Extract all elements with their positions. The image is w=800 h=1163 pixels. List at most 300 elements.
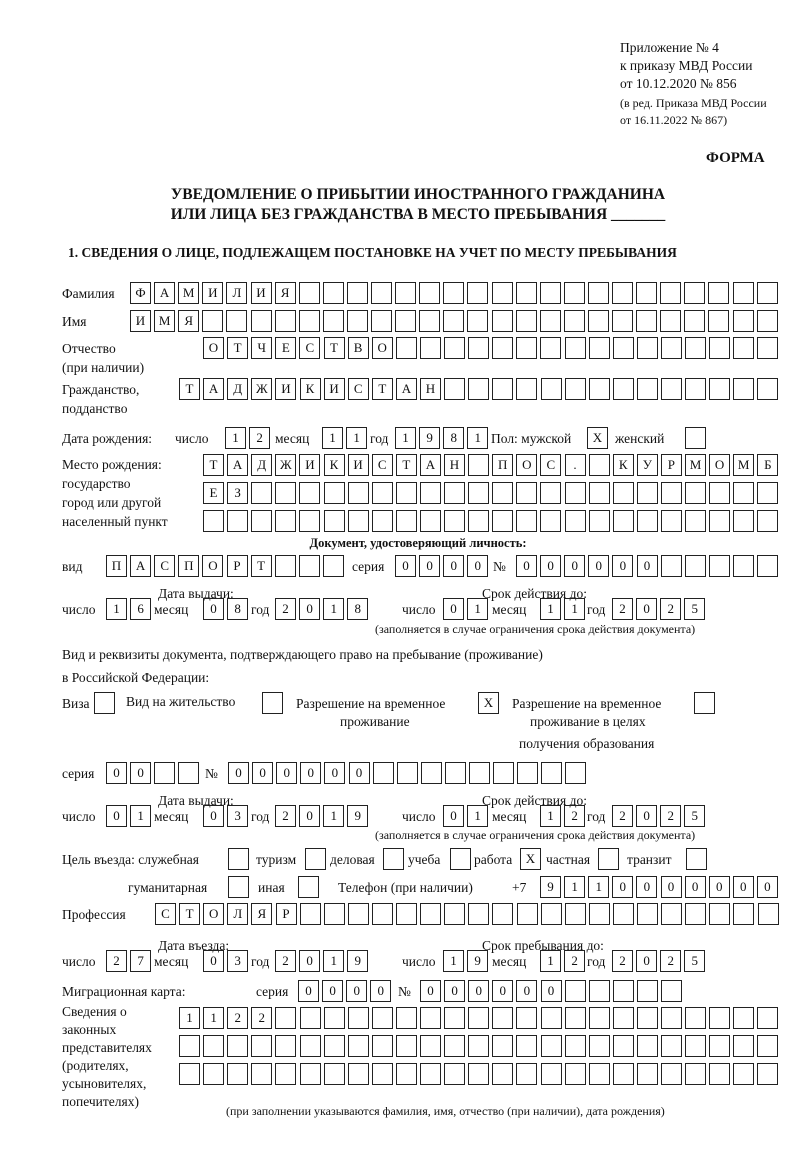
phone-cell[interactable]: 9 bbox=[540, 876, 561, 898]
name-cell[interactable] bbox=[419, 310, 440, 332]
mc-number-cell[interactable] bbox=[589, 980, 610, 1002]
year-cell[interactable]: 9 bbox=[347, 805, 368, 827]
name-cell[interactable] bbox=[588, 310, 609, 332]
day-cell[interactable]: 0 bbox=[443, 805, 464, 827]
id-kind-cell[interactable]: С bbox=[154, 555, 175, 577]
citizenship-cell[interactable]: А bbox=[203, 378, 224, 400]
citizenship-cell[interactable] bbox=[661, 378, 682, 400]
representatives-cell[interactable] bbox=[275, 1007, 296, 1029]
birthplace-cell[interactable] bbox=[733, 482, 754, 504]
birthplace-cell[interactable]: Ж bbox=[275, 454, 296, 476]
representatives-cell[interactable] bbox=[372, 1035, 393, 1057]
representatives-cell[interactable] bbox=[420, 1007, 441, 1029]
year-cell[interactable]: 2 bbox=[612, 950, 633, 972]
year-cell[interactable]: 9 bbox=[347, 950, 368, 972]
name-cell[interactable] bbox=[323, 310, 344, 332]
representatives-cell[interactable] bbox=[324, 1063, 345, 1085]
mc-number-cell[interactable] bbox=[637, 980, 658, 1002]
birth-day-cell[interactable]: 2 bbox=[249, 427, 270, 449]
representatives-cell[interactable] bbox=[396, 1035, 417, 1057]
day-cell[interactable]: 6 bbox=[130, 598, 151, 620]
day-cell[interactable]: 1 bbox=[467, 805, 488, 827]
name-cell[interactable] bbox=[684, 310, 705, 332]
representatives-cell[interactable]: 2 bbox=[251, 1007, 272, 1029]
mc-number-cell[interactable]: 0 bbox=[492, 980, 513, 1002]
purpose-cell[interactable] bbox=[228, 876, 249, 898]
rd-number-cell[interactable] bbox=[541, 762, 562, 784]
birthplace-cell[interactable] bbox=[492, 510, 513, 532]
birthplace-cell[interactable]: А bbox=[227, 454, 248, 476]
month-cell[interactable]: 3 bbox=[227, 805, 248, 827]
representatives-cell[interactable] bbox=[492, 1007, 513, 1029]
birthplace-cell[interactable]: К bbox=[613, 454, 634, 476]
id-number-cell[interactable] bbox=[661, 555, 682, 577]
representatives-cell[interactable] bbox=[685, 1007, 706, 1029]
rd-number-cell[interactable] bbox=[397, 762, 418, 784]
birthplace-cell[interactable] bbox=[589, 454, 610, 476]
birthplace-cell[interactable] bbox=[685, 510, 706, 532]
profession-cell[interactable] bbox=[372, 903, 393, 925]
patronymic-cell[interactable]: О bbox=[203, 337, 224, 359]
patronymic-cell[interactable] bbox=[468, 337, 489, 359]
id-kind-cell[interactable]: П bbox=[106, 555, 127, 577]
representatives-cell[interactable] bbox=[565, 1063, 586, 1085]
citizenship-cell[interactable] bbox=[709, 378, 730, 400]
birth-year-cell[interactable]: 1 bbox=[467, 427, 488, 449]
birthplace-cell[interactable] bbox=[420, 482, 441, 504]
representatives-cell[interactable] bbox=[541, 1035, 562, 1057]
birthplace-cell[interactable]: С bbox=[540, 454, 561, 476]
id-series-cell[interactable]: 0 bbox=[443, 555, 464, 577]
surname-cell[interactable] bbox=[419, 282, 440, 304]
surname-cell[interactable]: Л bbox=[226, 282, 247, 304]
representatives-cell[interactable] bbox=[613, 1035, 634, 1057]
birth-year-cell[interactable]: 1 bbox=[395, 427, 416, 449]
birthplace-cell[interactable] bbox=[492, 482, 513, 504]
birthplace-cell[interactable]: З bbox=[227, 482, 248, 504]
profession-cell[interactable] bbox=[565, 903, 586, 925]
mc-number-cell[interactable] bbox=[613, 980, 634, 1002]
birthplace-cell[interactable] bbox=[348, 510, 369, 532]
birthplace-cell[interactable]: Е bbox=[203, 482, 224, 504]
rd-number-cell[interactable]: 0 bbox=[252, 762, 273, 784]
citizenship-cell[interactable] bbox=[516, 378, 537, 400]
month-cell[interactable]: 0 bbox=[203, 805, 224, 827]
id-number-cell[interactable] bbox=[733, 555, 754, 577]
purpose-cell[interactable] bbox=[228, 848, 249, 870]
patronymic-cell[interactable]: Е bbox=[275, 337, 296, 359]
mc-number-cell[interactable] bbox=[661, 980, 682, 1002]
citizenship-cell[interactable]: С bbox=[348, 378, 369, 400]
profession-cell[interactable] bbox=[324, 903, 345, 925]
birthplace-cell[interactable] bbox=[396, 482, 417, 504]
birthplace-cell[interactable] bbox=[275, 510, 296, 532]
id-series-cell[interactable]: 0 bbox=[467, 555, 488, 577]
citizenship-cell[interactable]: Т bbox=[179, 378, 200, 400]
month-cell[interactable]: 1 bbox=[540, 950, 561, 972]
birthplace-cell[interactable] bbox=[324, 482, 345, 504]
representatives-cell[interactable] bbox=[613, 1063, 634, 1085]
profession-cell[interactable] bbox=[613, 903, 634, 925]
patronymic-cell[interactable] bbox=[516, 337, 537, 359]
representatives-cell[interactable] bbox=[516, 1007, 537, 1029]
citizenship-cell[interactable] bbox=[637, 378, 658, 400]
patronymic-cell[interactable]: Ч bbox=[251, 337, 272, 359]
surname-cell[interactable] bbox=[733, 282, 754, 304]
birthplace-cell[interactable] bbox=[444, 510, 465, 532]
mc-series-cell[interactable]: 0 bbox=[322, 980, 343, 1002]
representatives-cell[interactable] bbox=[348, 1063, 369, 1085]
year-cell[interactable]: 0 bbox=[299, 598, 320, 620]
representatives-cell[interactable] bbox=[444, 1063, 465, 1085]
month-cell[interactable]: 1 bbox=[540, 805, 561, 827]
patronymic-cell[interactable] bbox=[709, 337, 730, 359]
sex-male-cell[interactable]: X bbox=[587, 427, 608, 449]
surname-cell[interactable] bbox=[540, 282, 561, 304]
representatives-cell[interactable] bbox=[492, 1035, 513, 1057]
surname-cell[interactable]: И bbox=[251, 282, 272, 304]
phone-cell[interactable]: 0 bbox=[612, 876, 633, 898]
name-cell[interactable] bbox=[467, 310, 488, 332]
representatives-cell[interactable] bbox=[203, 1063, 224, 1085]
representatives-cell[interactable] bbox=[444, 1035, 465, 1057]
year-cell[interactable]: 0 bbox=[636, 950, 657, 972]
representatives-cell[interactable] bbox=[324, 1035, 345, 1057]
birthplace-cell[interactable]: С bbox=[372, 454, 393, 476]
name-cell[interactable]: Я bbox=[178, 310, 199, 332]
name-cell[interactable] bbox=[299, 310, 320, 332]
profession-cell[interactable]: О bbox=[203, 903, 224, 925]
phone-cell[interactable]: 0 bbox=[733, 876, 754, 898]
representatives-cell[interactable] bbox=[685, 1063, 706, 1085]
mc-series-cell[interactable]: 0 bbox=[370, 980, 391, 1002]
birth-month-cell[interactable]: 1 bbox=[346, 427, 367, 449]
name-cell[interactable] bbox=[347, 310, 368, 332]
day-cell[interactable]: 1 bbox=[443, 950, 464, 972]
birthplace-cell[interactable] bbox=[372, 482, 393, 504]
representatives-cell[interactable] bbox=[300, 1063, 321, 1085]
phone-cell[interactable]: 0 bbox=[661, 876, 682, 898]
day-cell[interactable]: 7 bbox=[130, 950, 151, 972]
representatives-cell[interactable] bbox=[420, 1063, 441, 1085]
birthplace-cell[interactable] bbox=[275, 482, 296, 504]
year-cell[interactable]: 2 bbox=[660, 950, 681, 972]
birthplace-cell[interactable]: О bbox=[516, 454, 537, 476]
representatives-cell[interactable] bbox=[300, 1007, 321, 1029]
profession-cell[interactable]: С bbox=[155, 903, 176, 925]
year-cell[interactable]: 2 bbox=[275, 805, 296, 827]
representatives-cell[interactable] bbox=[324, 1007, 345, 1029]
patronymic-cell[interactable] bbox=[637, 337, 658, 359]
year-cell[interactable]: 0 bbox=[299, 805, 320, 827]
citizenship-cell[interactable]: И bbox=[275, 378, 296, 400]
purpose-cell[interactable] bbox=[450, 848, 471, 870]
mc-number-cell[interactable]: 0 bbox=[468, 980, 489, 1002]
month-cell[interactable]: 0 bbox=[203, 950, 224, 972]
year-cell[interactable]: 5 bbox=[684, 598, 705, 620]
representatives-cell[interactable] bbox=[757, 1063, 778, 1085]
representatives-cell[interactable] bbox=[709, 1035, 730, 1057]
rd-number-cell[interactable] bbox=[517, 762, 538, 784]
year-cell[interactable]: 2 bbox=[612, 805, 633, 827]
birthplace-cell[interactable]: А bbox=[420, 454, 441, 476]
representatives-cell[interactable] bbox=[757, 1035, 778, 1057]
birthplace-cell[interactable]: Т bbox=[203, 454, 224, 476]
purpose-cell[interactable] bbox=[598, 848, 619, 870]
name-cell[interactable] bbox=[636, 310, 657, 332]
representatives-cell[interactable] bbox=[589, 1063, 610, 1085]
name-cell[interactable] bbox=[612, 310, 633, 332]
citizenship-cell[interactable] bbox=[468, 378, 489, 400]
citizenship-cell[interactable] bbox=[565, 378, 586, 400]
profession-cell[interactable] bbox=[348, 903, 369, 925]
birth-year-cell[interactable]: 9 bbox=[419, 427, 440, 449]
representatives-cell[interactable] bbox=[516, 1063, 537, 1085]
purpose-cell[interactable]: X bbox=[520, 848, 541, 870]
birthplace-cell[interactable] bbox=[251, 482, 272, 504]
year-cell[interactable]: 2 bbox=[660, 805, 681, 827]
rd-number-cell[interactable]: 0 bbox=[324, 762, 345, 784]
birthplace-cell[interactable] bbox=[251, 510, 272, 532]
profession-cell[interactable] bbox=[517, 903, 538, 925]
year-cell[interactable]: 2 bbox=[660, 598, 681, 620]
birthplace-cell[interactable] bbox=[661, 510, 682, 532]
surname-cell[interactable]: Я bbox=[275, 282, 296, 304]
day-cell[interactable]: 1 bbox=[106, 598, 127, 620]
representatives-cell[interactable] bbox=[589, 1007, 610, 1029]
representatives-cell[interactable] bbox=[179, 1063, 200, 1085]
representatives-cell[interactable] bbox=[733, 1007, 754, 1029]
profession-cell[interactable] bbox=[541, 903, 562, 925]
month-cell[interactable]: 2 bbox=[564, 950, 585, 972]
name-cell[interactable] bbox=[395, 310, 416, 332]
day-cell[interactable]: 0 bbox=[106, 805, 127, 827]
mc-number-cell[interactable]: 0 bbox=[444, 980, 465, 1002]
mc-number-cell[interactable] bbox=[565, 980, 586, 1002]
birthplace-cell[interactable] bbox=[637, 482, 658, 504]
year-cell[interactable]: 8 bbox=[347, 598, 368, 620]
representatives-cell[interactable] bbox=[565, 1007, 586, 1029]
year-cell[interactable]: 0 bbox=[636, 598, 657, 620]
id-number-cell[interactable] bbox=[709, 555, 730, 577]
birthplace-cell[interactable] bbox=[468, 454, 489, 476]
representatives-cell[interactable]: 1 bbox=[179, 1007, 200, 1029]
rd-number-cell[interactable] bbox=[445, 762, 466, 784]
month-cell[interactable]: 0 bbox=[203, 598, 224, 620]
patronymic-cell[interactable] bbox=[661, 337, 682, 359]
rd-series-cell[interactable] bbox=[178, 762, 199, 784]
birthplace-cell[interactable]: Т bbox=[396, 454, 417, 476]
citizenship-cell[interactable] bbox=[733, 378, 754, 400]
birthplace-cell[interactable]: У bbox=[637, 454, 658, 476]
id-kind-cell[interactable]: П bbox=[178, 555, 199, 577]
day-cell[interactable]: 0 bbox=[443, 598, 464, 620]
surname-cell[interactable] bbox=[443, 282, 464, 304]
id-kind-cell[interactable] bbox=[275, 555, 296, 577]
rd-number-cell[interactable] bbox=[565, 762, 586, 784]
rd-number-cell[interactable] bbox=[493, 762, 514, 784]
profession-cell[interactable]: Я bbox=[251, 903, 272, 925]
surname-cell[interactable] bbox=[636, 282, 657, 304]
id-series-cell[interactable]: 0 bbox=[395, 555, 416, 577]
id-kind-cell[interactable]: А bbox=[130, 555, 151, 577]
surname-cell[interactable]: И bbox=[202, 282, 223, 304]
id-number-cell[interactable]: 0 bbox=[516, 555, 537, 577]
surname-cell[interactable] bbox=[371, 282, 392, 304]
representatives-cell[interactable] bbox=[372, 1007, 393, 1029]
rd-number-cell[interactable]: 0 bbox=[276, 762, 297, 784]
mc-number-cell[interactable]: 0 bbox=[420, 980, 441, 1002]
name-cell[interactable]: И bbox=[130, 310, 151, 332]
profession-cell[interactable]: Р bbox=[276, 903, 297, 925]
representatives-cell[interactable] bbox=[637, 1063, 658, 1085]
patronymic-cell[interactable] bbox=[396, 337, 417, 359]
birthplace-cell[interactable] bbox=[589, 482, 610, 504]
surname-cell[interactable]: А bbox=[154, 282, 175, 304]
birthplace-cell[interactable]: Р bbox=[661, 454, 682, 476]
name-cell[interactable] bbox=[492, 310, 513, 332]
profession-cell[interactable] bbox=[492, 903, 513, 925]
surname-cell[interactable] bbox=[299, 282, 320, 304]
birth-year-cell[interactable]: 8 bbox=[443, 427, 464, 449]
citizenship-cell[interactable] bbox=[685, 378, 706, 400]
birthplace-cell[interactable] bbox=[468, 510, 489, 532]
name-cell[interactable] bbox=[516, 310, 537, 332]
surname-cell[interactable] bbox=[492, 282, 513, 304]
month-cell[interactable]: 8 bbox=[227, 598, 248, 620]
birthplace-cell[interactable] bbox=[324, 510, 345, 532]
day-cell[interactable]: 9 bbox=[467, 950, 488, 972]
year-cell[interactable]: 0 bbox=[636, 805, 657, 827]
birth-month-cell[interactable]: 1 bbox=[322, 427, 343, 449]
purpose-cell[interactable] bbox=[305, 848, 326, 870]
citizenship-cell[interactable]: Т bbox=[372, 378, 393, 400]
year-cell[interactable]: 1 bbox=[323, 950, 344, 972]
name-cell[interactable] bbox=[564, 310, 585, 332]
id-kind-cell[interactable]: Р bbox=[227, 555, 248, 577]
patronymic-cell[interactable]: Т bbox=[324, 337, 345, 359]
name-cell[interactable] bbox=[371, 310, 392, 332]
representatives-cell[interactable] bbox=[637, 1035, 658, 1057]
patronymic-cell[interactable] bbox=[420, 337, 441, 359]
surname-cell[interactable] bbox=[684, 282, 705, 304]
birthplace-cell[interactable]: И bbox=[299, 454, 320, 476]
representatives-cell[interactable] bbox=[203, 1035, 224, 1057]
birthplace-cell[interactable]: П bbox=[492, 454, 513, 476]
year-cell[interactable]: 1 bbox=[323, 598, 344, 620]
citizenship-cell[interactable]: Д bbox=[227, 378, 248, 400]
birthplace-cell[interactable]: К bbox=[324, 454, 345, 476]
name-cell[interactable] bbox=[733, 310, 754, 332]
representatives-cell[interactable] bbox=[444, 1007, 465, 1029]
surname-cell[interactable] bbox=[516, 282, 537, 304]
id-number-cell[interactable]: 0 bbox=[564, 555, 585, 577]
birthplace-cell[interactable] bbox=[396, 510, 417, 532]
birthplace-cell[interactable] bbox=[444, 482, 465, 504]
profession-cell[interactable] bbox=[758, 903, 779, 925]
citizenship-cell[interactable]: К bbox=[300, 378, 321, 400]
birthplace-cell[interactable]: И bbox=[348, 454, 369, 476]
representatives-cell[interactable] bbox=[589, 1035, 610, 1057]
surname-cell[interactable] bbox=[757, 282, 778, 304]
birthplace-cell[interactable] bbox=[565, 482, 586, 504]
citizenship-cell[interactable] bbox=[613, 378, 634, 400]
profession-cell[interactable]: Т bbox=[179, 903, 200, 925]
birthplace-cell[interactable] bbox=[348, 482, 369, 504]
profession-cell[interactable] bbox=[468, 903, 489, 925]
birthplace-cell[interactable] bbox=[565, 510, 586, 532]
birthplace-cell[interactable] bbox=[299, 510, 320, 532]
profession-cell[interactable] bbox=[396, 903, 417, 925]
profession-cell[interactable] bbox=[733, 903, 754, 925]
month-cell[interactable]: 2 bbox=[564, 805, 585, 827]
residence-cell[interactable] bbox=[262, 692, 283, 714]
purpose-cell[interactable] bbox=[686, 848, 707, 870]
citizenship-cell[interactable] bbox=[757, 378, 778, 400]
surname-cell[interactable] bbox=[564, 282, 585, 304]
patronymic-cell[interactable] bbox=[613, 337, 634, 359]
patronymic-cell[interactable] bbox=[757, 337, 778, 359]
representatives-cell[interactable] bbox=[275, 1035, 296, 1057]
surname-cell[interactable] bbox=[347, 282, 368, 304]
profession-cell[interactable] bbox=[709, 903, 730, 925]
visa-cell[interactable] bbox=[94, 692, 115, 714]
representatives-cell[interactable] bbox=[613, 1007, 634, 1029]
month-cell[interactable]: 3 bbox=[227, 950, 248, 972]
name-cell[interactable] bbox=[708, 310, 729, 332]
representatives-cell[interactable] bbox=[275, 1063, 296, 1085]
patronymic-cell[interactable] bbox=[492, 337, 513, 359]
name-cell[interactable] bbox=[757, 310, 778, 332]
birthplace-cell[interactable] bbox=[613, 510, 634, 532]
temp-residence-edu-cell[interactable] bbox=[694, 692, 715, 714]
phone-cell[interactable]: 0 bbox=[636, 876, 657, 898]
birthplace-cell[interactable] bbox=[637, 510, 658, 532]
profession-cell[interactable] bbox=[589, 903, 610, 925]
phone-cell[interactable]: 0 bbox=[685, 876, 706, 898]
representatives-cell[interactable] bbox=[541, 1063, 562, 1085]
phone-cell[interactable]: 1 bbox=[588, 876, 609, 898]
patronymic-cell[interactable]: В bbox=[348, 337, 369, 359]
surname-cell[interactable] bbox=[708, 282, 729, 304]
day-cell[interactable]: 2 bbox=[106, 950, 127, 972]
id-number-cell[interactable]: 0 bbox=[612, 555, 633, 577]
citizenship-cell[interactable]: А bbox=[396, 378, 417, 400]
representatives-cell[interactable] bbox=[372, 1063, 393, 1085]
representatives-cell[interactable] bbox=[637, 1007, 658, 1029]
month-cell[interactable]: 1 bbox=[540, 598, 561, 620]
birthplace-cell[interactable]: О bbox=[709, 454, 730, 476]
representatives-cell[interactable] bbox=[757, 1007, 778, 1029]
birthplace-cell[interactable] bbox=[685, 482, 706, 504]
id-number-cell[interactable]: 0 bbox=[637, 555, 658, 577]
name-cell[interactable] bbox=[540, 310, 561, 332]
rd-number-cell[interactable] bbox=[421, 762, 442, 784]
representatives-cell[interactable] bbox=[541, 1007, 562, 1029]
birthplace-cell[interactable] bbox=[299, 482, 320, 504]
id-number-cell[interactable]: 0 bbox=[588, 555, 609, 577]
surname-cell[interactable] bbox=[588, 282, 609, 304]
representatives-cell[interactable] bbox=[468, 1063, 489, 1085]
birthplace-cell[interactable] bbox=[540, 510, 561, 532]
purpose-cell[interactable] bbox=[298, 876, 319, 898]
id-number-cell[interactable] bbox=[757, 555, 778, 577]
mc-series-cell[interactable]: 0 bbox=[346, 980, 367, 1002]
patronymic-cell[interactable]: Т bbox=[227, 337, 248, 359]
birthplace-cell[interactable]: Б bbox=[757, 454, 778, 476]
name-cell[interactable] bbox=[275, 310, 296, 332]
representatives-cell[interactable]: 2 bbox=[227, 1007, 248, 1029]
